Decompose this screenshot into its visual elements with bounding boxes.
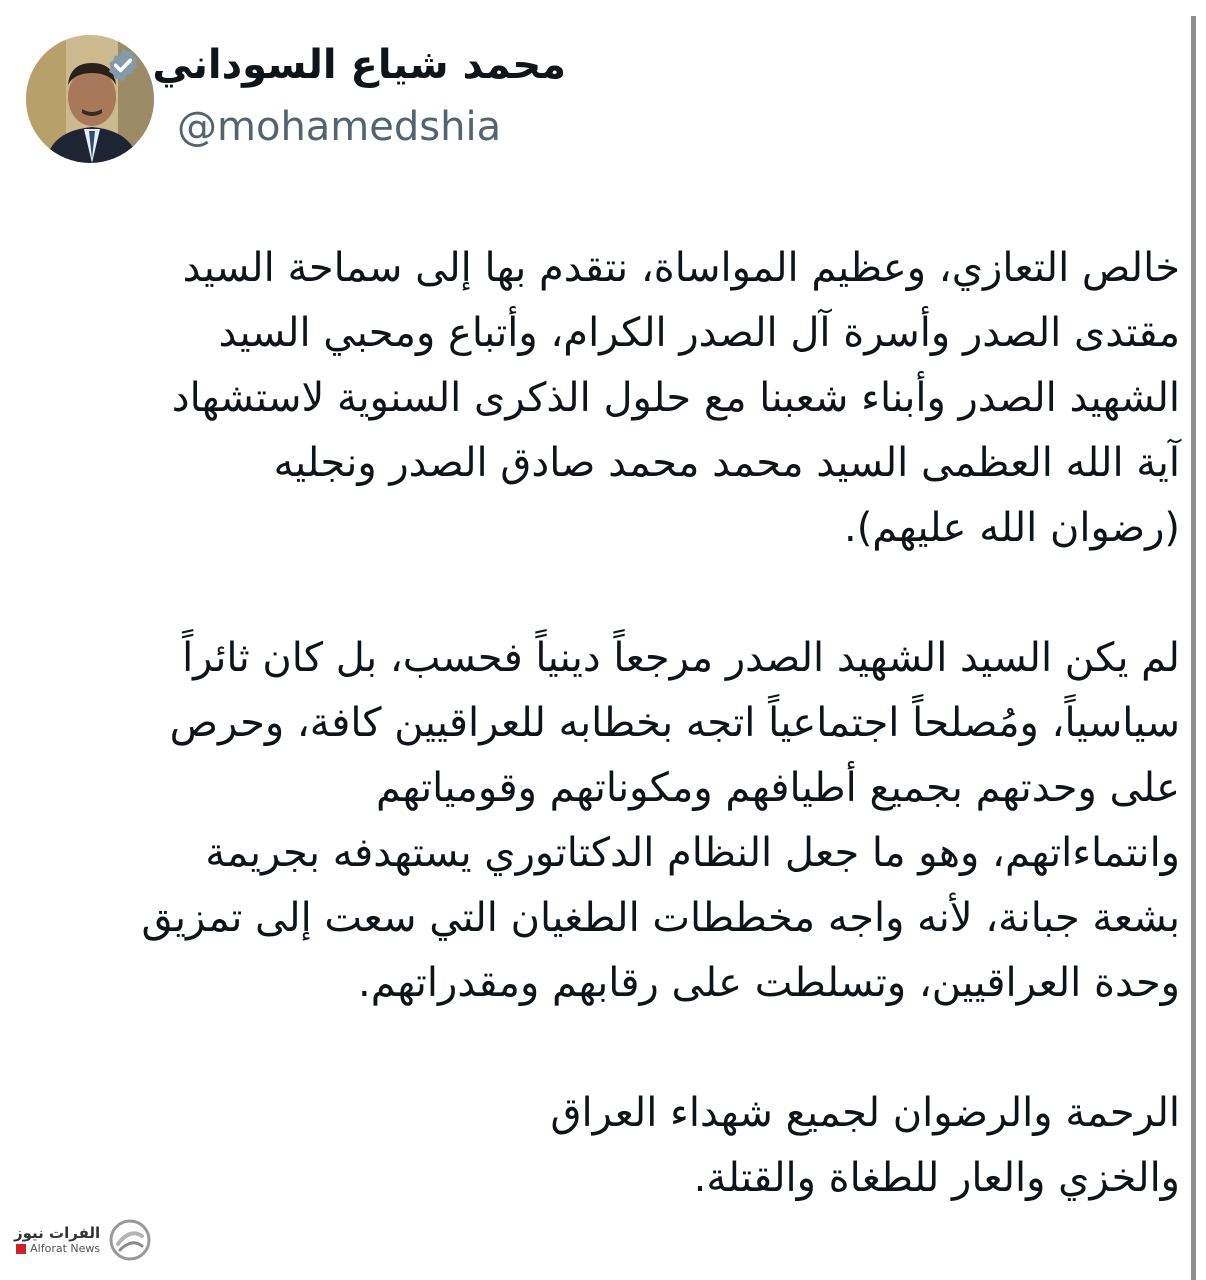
watermark-english-row [16, 1242, 100, 1256]
tweet-line: آية الله العظمى السيد محمد محمد صادق الصدر ونجليه [273, 440, 1180, 486]
author-name-row [104, 42, 566, 88]
tweet-line: وانتماءاتهم، وهو ما جعل النظام الدكتاتوري يستهدفه بجريمة [205, 830, 1180, 876]
tweet-line: وحدة العراقيين، وتسلطت على رقابهم ومقدراتهم. [357, 960, 1180, 1006]
alforat-news-watermark [14, 1218, 152, 1262]
tweet-line: مقتدى الصدر وأسرة آل الصدر الكرام، وأتباع ومحبي السيد [218, 310, 1180, 356]
tweet-line: سياسياً، ومُصلحاً اجتماعياً اتجه بخطابه للعراقيين كافة، وحرص [169, 700, 1180, 746]
tweet-line: بشعة جبانة، لأنه واجه مخططات الطغيان التي سعت إلى تمزيق [141, 895, 1180, 941]
display-name[interactable]: محمد شياع السوداني [152, 42, 566, 88]
tweet-line: والخزي والعار للطغاة والقتلة. [693, 1155, 1180, 1201]
tweet-line: خالص التعازي، وعظيم المواساة، نتقدم بها إلى سماحة السيد [182, 245, 1180, 291]
scrollbar[interactable] [1191, 16, 1196, 1280]
tweet-line: (رضوان الله عليهم). [843, 505, 1180, 551]
paragraph-gap [24, 561, 1180, 626]
tweet-text [24, 236, 1180, 1211]
watermark-text [14, 1224, 100, 1256]
tweet-line: الشهيد الصدر وأبناء شعبنا مع حلول الذكرى السنوية لاستشهاد [171, 375, 1180, 421]
tweet-line: على وحدتهم بجميع أطيافهم ومكوناتهم وقومياتهم [375, 765, 1180, 811]
watermark-english: Alforat News [30, 1242, 101, 1255]
alforat-logo-icon [108, 1218, 152, 1262]
verified-badge-icon [104, 46, 142, 84]
tweet-line: الرحمة والرضوان لجميع شهداء العراق [550, 1090, 1180, 1136]
watermark-red-square-icon [16, 1244, 26, 1254]
paragraph-gap [24, 1016, 1180, 1081]
tweet-line: لم يكن السيد الشهيد الصدر مرجعاً دينياً فحسب، بل كان ثائراً [182, 635, 1180, 681]
author-handle[interactable]: @mohamedshia [177, 104, 502, 150]
watermark-arabic: الفرات نيوز [14, 1224, 101, 1242]
